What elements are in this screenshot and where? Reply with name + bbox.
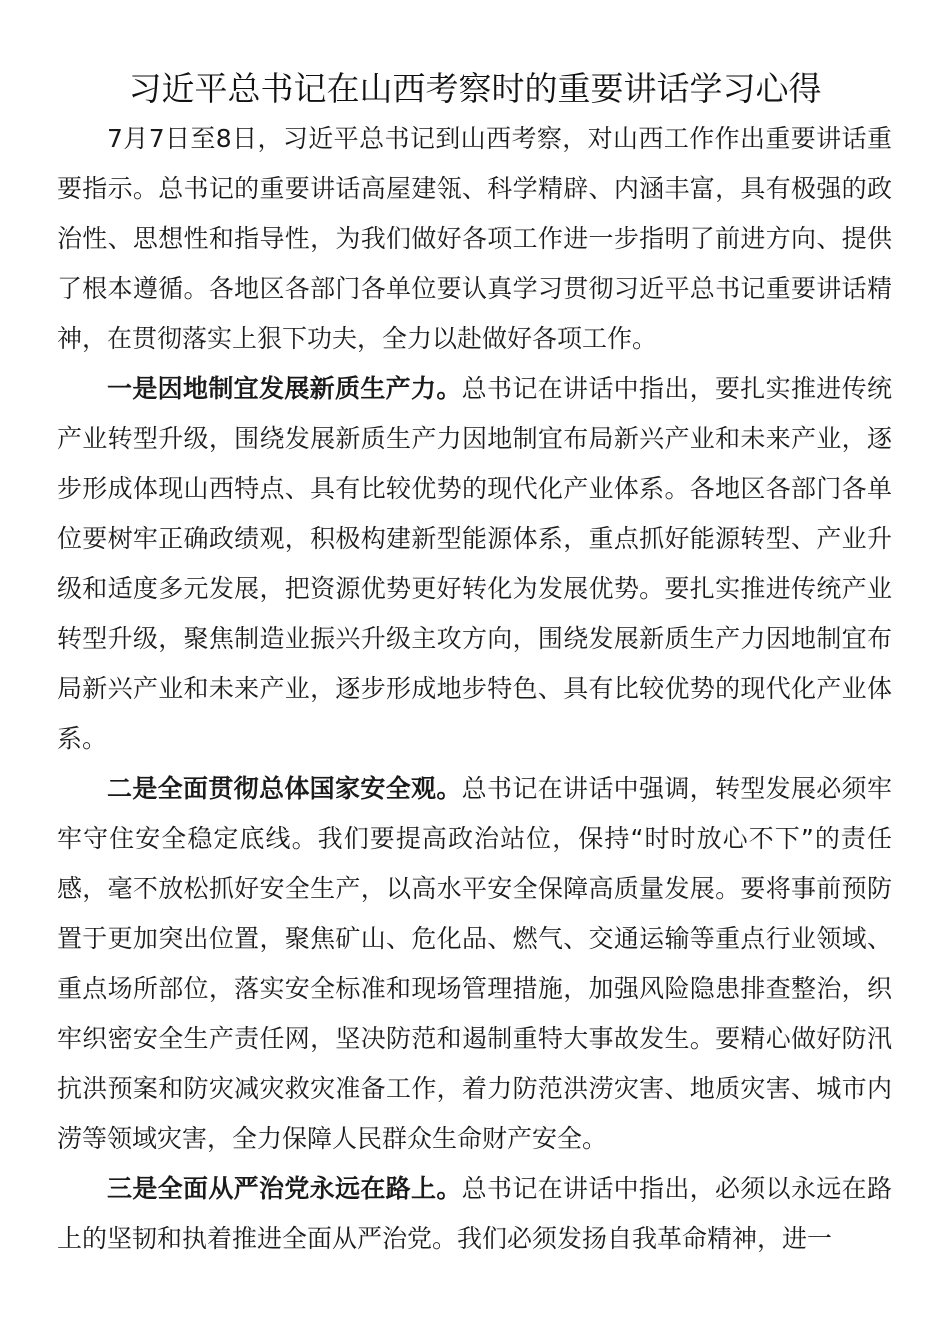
paragraph-lead: 一是因地制宜发展新质生产力。 (107, 374, 462, 403)
paragraph-text: 总书记在讲话中指出，要扎实推进传统产业转型升级，围绕发展新质生产力因地制宜布局新兴产业和未来产业，逐步形成体现山西特点、具有比较优势的现代化产业体系。各地区各部门各单位要树牢正确政绩观，积极构建新型能源体系，重点抓好能源转型、产业升级和适度多元发展，把资源优势更好转化为发展优势。要扎实推进传统产业转型升级，聚焦制造业振兴升级主攻方向，围绕发展新质生产力因地制宜布局新兴产业和未来产业，逐步形成地步特色、具有比较优势的现代化产业体系。 (57, 374, 892, 753)
paragraph-text: 7月7日至8日，习近平总书记到山西考察，对山西工作作出重要讲话重要指示。总书记的重要讲话高屋建瓴、科学精辟、内涵丰富，具有极强的政治性、思想性和指导性，为我们做好各项工作进一步指明了前进方向、提供了根本遵循。各地区各部门各单位要认真学习贯彻习近平总书记重要讲话精神，在贯彻落实上狠下功夫，全力以赴做好各项工作。 (57, 124, 892, 353)
document-body (57, 114, 892, 1264)
paragraph-point-2 (57, 764, 892, 1164)
paragraph-point-3 (57, 1164, 892, 1264)
paragraph-text: 总书记在讲话中强调，转型发展必须牢牢守住安全稳定底线。我们要提高政治站位，保持“时时放心不下”的责任感，毫不放松抓好安全生产，以高水平安全保障高质量发展。要将事前预防置于更加突出位置，聚焦矿山、危化品、燃气、交通运输等重点行业领域、重点场所部位，落实安全标准和现场管理措施，加强风险隐患排查整治，织牢织密安全生产责任网，坚决防范和遏制重特大事故发生。要精心做好防汛抗洪预案和防灾减灾救灾准备工作，着力防范洪涝灾害、地质灾害、城市内涝等领域灾害，全力保障人民群众生命财产安全。 (57, 774, 892, 1153)
paragraph-text: 总书记在讲话中指出，必须以永远在路上的坚韧和执着推进全面从严治党。我们必须发扬自我革命精神，进一 (57, 1174, 892, 1253)
paragraph-lead: 三是全面从严治党永远在路上。 (107, 1174, 462, 1203)
paragraph-intro (57, 114, 892, 364)
paragraph-lead: 二是全面贯彻总体国家安全观。 (107, 774, 462, 803)
document-title: 习近平总书记在山西考察时的重要讲话学习心得 (128, 69, 822, 108)
paragraph-point-1 (57, 364, 892, 764)
